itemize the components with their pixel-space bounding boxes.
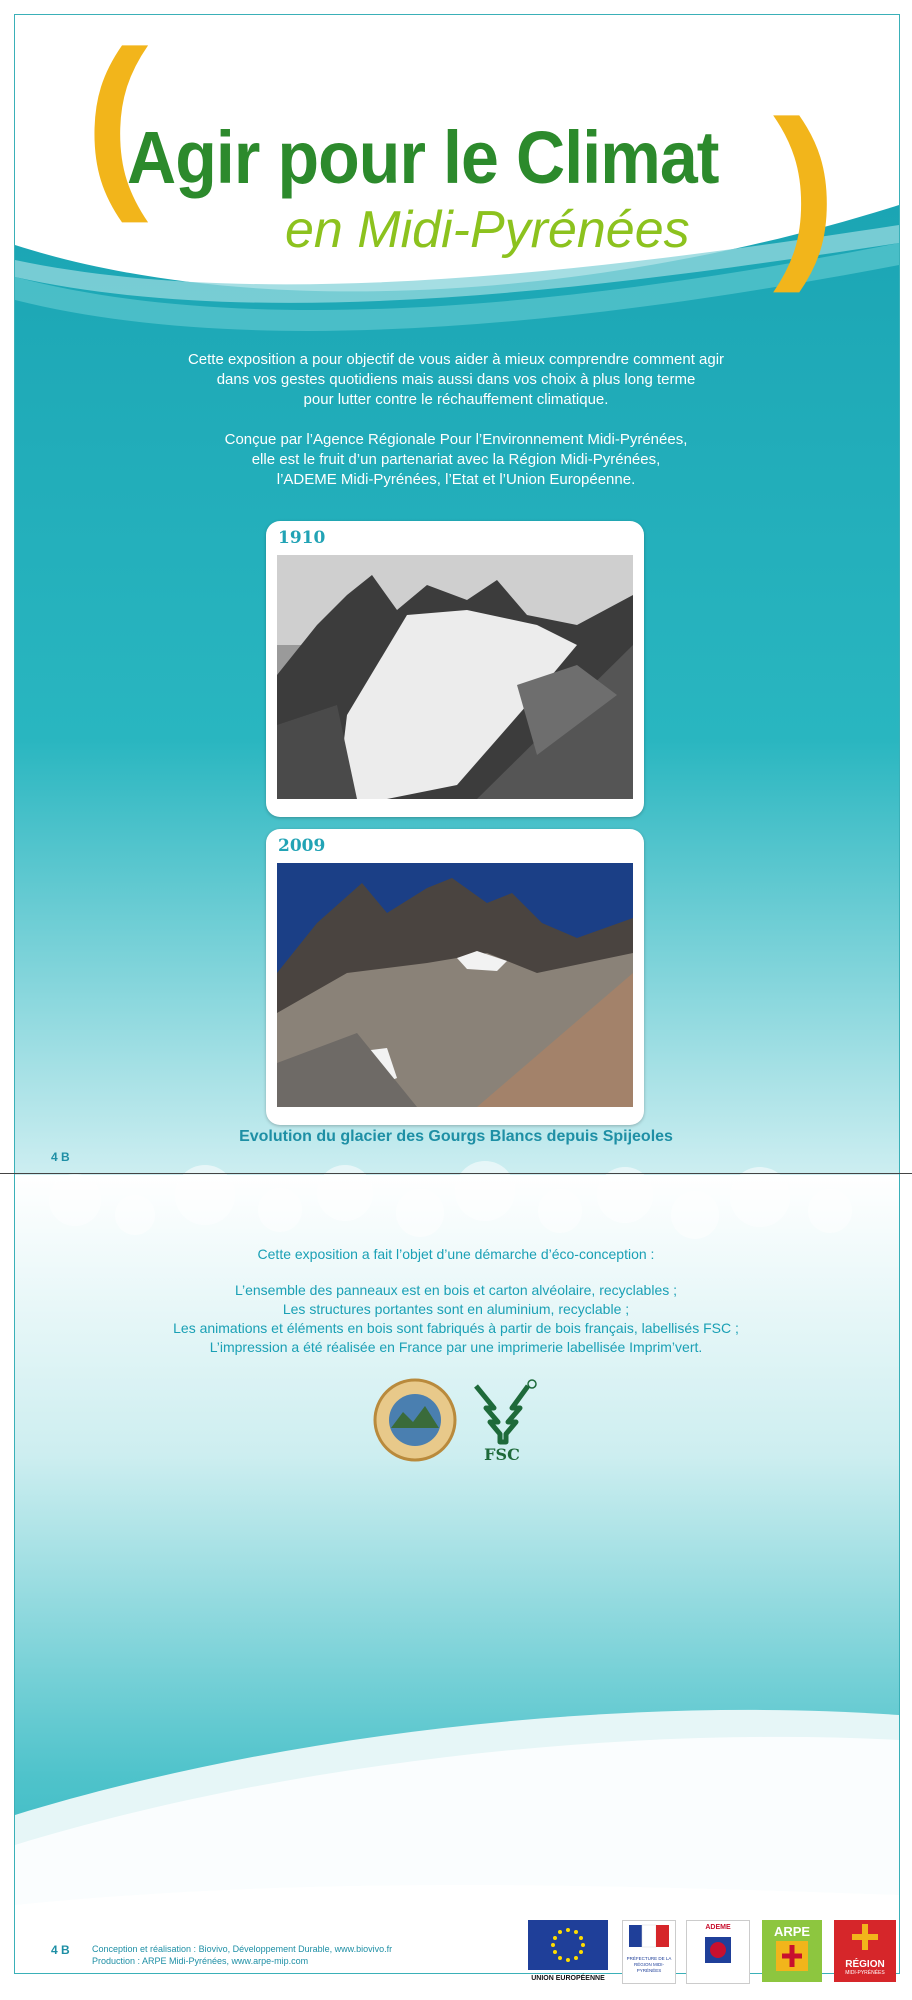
region-logo-text: RÉGION [845, 1959, 885, 1970]
eco-design-text [0, 1245, 912, 1357]
intro-line: dans vos gestes quotidiens mais aussi dans vos choix à plus long terme [216, 371, 696, 388]
page-label-top: 4 B [51, 1150, 70, 1164]
credit-line: Conception et réalisation : Biovivo, Développement Durable, www.biovivo.fr [92, 1944, 393, 1954]
glacier-photo-1910 [277, 555, 633, 799]
eu-logo-text: UNION EUROPÉENNE [531, 1975, 605, 1982]
ademe-logo-text: ADEME [705, 1924, 731, 1931]
eco-line: Cette exposition a fait l’objet d’une démarche d’éco-conception : [257, 1246, 655, 1262]
page-label-bottom: 4 B [51, 1943, 70, 1957]
eco-line: L’impression a été réalisée en France par une imprimerie labellisée Imprim’vert. [209, 1339, 703, 1355]
credits [92, 1943, 392, 1967]
credit-line: Production : ARPE Midi-Pyrénées, www.arpe-mip.com [92, 1956, 309, 1966]
occitan-cross-icon [834, 1920, 896, 1954]
arpe-logo-text: ARPE [773, 1924, 811, 1939]
ademe-logo [686, 1920, 750, 1984]
intro-text [0, 350, 912, 490]
occitan-cross-icon [762, 1939, 822, 1977]
header [15, 14, 899, 294]
close-parenthesis: ) [773, 82, 837, 294]
photo-year-label: 2009 [278, 836, 326, 856]
marianne-icon [623, 1921, 675, 1951]
glacier-photo-2009 [277, 863, 633, 1107]
eco-line: L’ensemble des panneaux est en bois et carton alvéolaire, recyclables ; [234, 1282, 678, 1298]
photo-year-label: 1910 [278, 528, 326, 548]
fsc-logo-text: FSC [484, 1445, 520, 1462]
photo-caption: Evolution du glacier des Gourgs Blancs depuis Spijeoles [239, 1128, 673, 1145]
arpe-logo [762, 1920, 822, 1982]
imprimvert-logo [373, 1378, 457, 1462]
intro-line: pour lutter contre le réchauffement climatique. [303, 391, 609, 408]
prefecture-logo-text: PRÉFECTURE DE LA RÉGION MIDI-PYRÉNÉES [626, 1956, 672, 1973]
ademe-emblem-icon [687, 1931, 749, 1971]
eu-flag-icon [528, 1920, 608, 1970]
cut-line [0, 1173, 912, 1174]
eu-logo [528, 1920, 608, 1982]
prefecture-logo [622, 1920, 676, 1984]
intro-line: elle est le fruit d’un partenariat avec la Région Midi-Pyrénées, [251, 451, 661, 468]
intro-line: Cette exposition a pour objectif de vous aider à mieux comprendre comment agir [187, 351, 725, 368]
eco-line: Les structures portantes sont en aluminium, recyclable ; [282, 1301, 630, 1317]
page-title: Agir pour le Climat [127, 116, 719, 199]
region-logo-subtext: MIDI-PYRÉNÉES [845, 1970, 885, 1976]
fsc-logo [466, 1378, 538, 1462]
region-logo [834, 1920, 896, 1982]
photo-card-2009 [266, 829, 644, 1125]
intro-line: l’ADEME Midi-Pyrénées, l’Etat et l’Union Européenne. [276, 471, 636, 488]
intro-line: Conçue par l’Agence Régionale Pour l’Environnement Midi-Pyrénées, [224, 431, 688, 448]
eco-line: Les animations et éléments en bois sont fabriqués à partir de bois français, labellisés FSC ; [173, 1320, 739, 1336]
open-parenthesis: ( [85, 14, 149, 224]
photo-card-1910 [266, 521, 644, 817]
page-subtitle: en Midi-Pyrénées [285, 201, 690, 259]
